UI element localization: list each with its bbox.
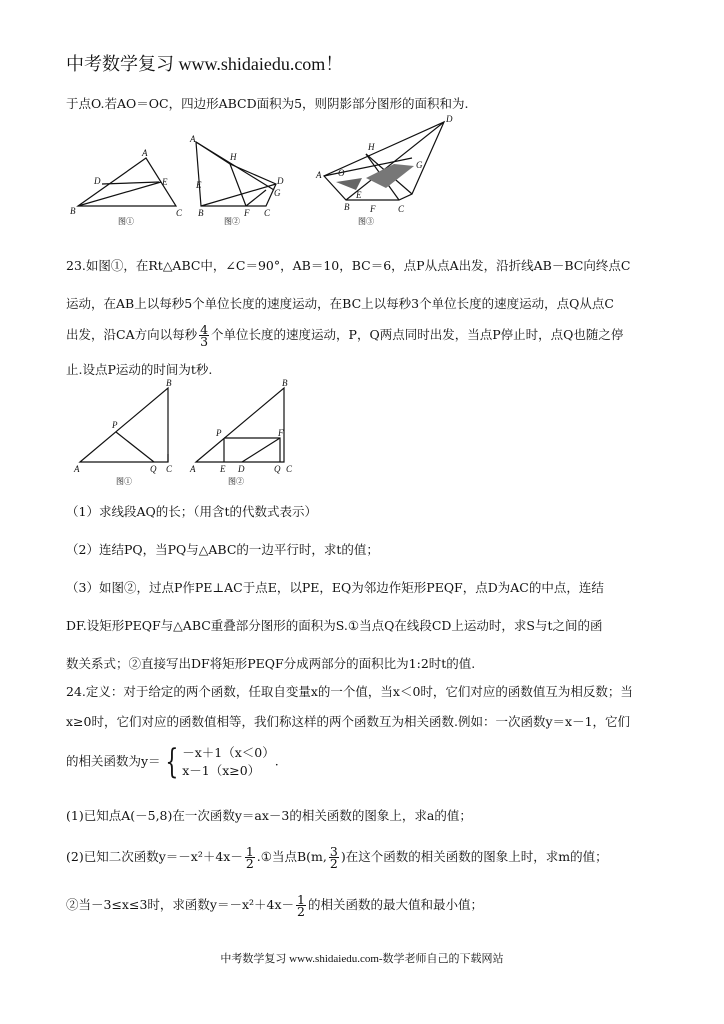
q23-part1: （1）求线段AQ的长；（用含t的代数式表示） <box>66 504 318 519</box>
q23-frac-den: 3 <box>200 334 209 349</box>
fig22-label: F <box>370 204 376 214</box>
q23-part3-a: （3）如图②，过点P作PE⊥AC于点E，以PE，EQ为邻边作矩形PEQF，点D为AC的中点，连结 <box>66 580 604 595</box>
q24-frac3-num: 1 <box>297 892 305 907</box>
q24-part2-second <box>66 894 483 917</box>
fig22-label: D <box>446 114 453 124</box>
fig23-label: F <box>278 428 284 438</box>
fig22-label: B <box>70 206 76 216</box>
q23-part3-c: 数关系式；②直接写出DF将矩形PEQF分成两部分的面积比为1:2时t的值. <box>66 656 476 671</box>
fig22-label: A <box>142 148 148 158</box>
fig23-label: D <box>238 464 245 474</box>
q24-line3-b: . <box>274 753 279 769</box>
q24-part2-a: (2)已知二次函数y＝－x²＋4x－ <box>66 849 243 864</box>
fig22-label: O <box>338 168 345 178</box>
q24-part2-paren: ) <box>340 849 346 864</box>
q23-fraction <box>199 324 209 347</box>
fig22-label: D <box>94 176 101 186</box>
fig22-label: C <box>176 208 183 218</box>
q22-tail-text: 于点O.若AO＝OC，四边形ABCD面积为5，则阴影部分图形的面积和为. <box>66 96 469 111</box>
q24-fraction-2 <box>329 846 339 869</box>
q24-part2-d-a: ②当－3≤x≤3时，求函数y＝－x²＋4x－ <box>66 897 295 912</box>
fig23-label: C <box>286 464 293 474</box>
fig22-caption: 图② <box>224 217 240 226</box>
fig22-label: B <box>344 202 350 212</box>
fig23-label: C <box>166 464 173 474</box>
fig22-label: E <box>196 180 202 190</box>
fig23-label: P <box>216 428 222 438</box>
fig22-caption: 图① <box>118 217 134 226</box>
fig23-label: E <box>220 464 226 474</box>
fig23-caption: 图② <box>228 477 244 486</box>
fig22-label: C <box>398 204 405 214</box>
fig22-label: B <box>198 208 204 218</box>
q24-part2-d-b: 的相关函数的最大值和最小值； <box>307 897 483 912</box>
q24-line3-a: 的相关函数为y＝ <box>66 753 161 769</box>
page-header: 中考数学复习 www.shidaiedu.com！ <box>66 54 344 74</box>
q23-line3-b: 个单位长度的速度运动，P，Q两点同时出发，当点P停止时，点Q也随之停 <box>211 327 624 342</box>
fig23-label: Q <box>274 464 281 474</box>
fig22-caption: 图③ <box>358 217 374 226</box>
q24-frac-den: 2 <box>245 856 254 871</box>
q24-part2-c: 在这个函数的相关函数的图象上时，求m的值； <box>345 849 608 864</box>
fig22-label: G <box>416 160 423 170</box>
q23-part2: （2）连结PQ，当PQ与△ABC的一边平行时，求t的值； <box>66 542 379 557</box>
q24-part1: (1)已知点A(－5,8)在一次函数y＝ax－3的相关函数的图象上，求a的值； <box>66 808 472 823</box>
fig22-label: G <box>274 188 281 198</box>
q23-line4: 止.设点P运动的时间为t秒. <box>66 362 213 377</box>
q24-frac3-den: 2 <box>297 904 305 919</box>
figure-22 <box>66 114 466 228</box>
q24-line3 <box>66 744 279 780</box>
q24-line1: 24.定义：对于给定的两个函数，任取自变量x的一个值，当x＜0时，它们对应的函数值互为相反数；当 <box>66 684 633 699</box>
q23-part3-b: DF.设矩形PEQF与△ABC重叠部分图形的面积为S.①当点Q在线段CD上运动时，求S与t之间的函 <box>66 618 603 633</box>
fig22-label: E <box>356 190 362 200</box>
fig22-label: D <box>277 176 284 186</box>
fig22-label: A <box>316 170 322 180</box>
fig22-label: E <box>162 177 168 187</box>
q23-line3 <box>66 324 623 347</box>
fig23-label: Q <box>150 464 157 474</box>
q24-fraction-3 <box>296 894 306 917</box>
q24-frac2-num: 3 <box>329 844 338 859</box>
q24-case2: x－1（x≥0） <box>182 763 261 778</box>
fig22-label: H <box>230 152 237 162</box>
page-footer: 中考数学复习 www.shidaiedu.com-数学老师自己的下载网站 <box>220 953 504 965</box>
fig22-label: H <box>368 142 375 152</box>
q24-frac-num: 1 <box>245 844 254 859</box>
fig22-label: A <box>190 134 196 144</box>
figure-23 <box>72 380 312 490</box>
q23-frac-num: 4 <box>200 322 209 337</box>
q23-line2: 运动，在AB上以每秒5个单位长度的速度运动，在BC上以每秒3个单位长度的速度运动，点Q从点C <box>66 296 614 311</box>
q23-line1: 23.如图①，在Rt△ABC中，∠C＝90°，AB＝10，BC＝6，点P从点A出发，沿折线AB－BC向终点C <box>66 258 631 273</box>
q24-fraction-1 <box>245 846 255 869</box>
q24-case1: －x＋1（x＜0） <box>182 745 275 760</box>
fig22-label: C <box>264 208 271 218</box>
q24-cases <box>182 744 275 780</box>
q24-frac2-den: 2 <box>329 856 338 871</box>
fig23-caption: 图① <box>116 477 132 486</box>
fig23-label: P <box>112 420 118 430</box>
q24-part2-b: .①当点B <box>256 849 307 864</box>
fig22-label: F <box>244 208 250 218</box>
fig23-label: A <box>190 464 196 474</box>
q23-line3-a: 出发，沿CA方向以每秒 <box>66 327 198 342</box>
q24-brace: { <box>164 742 178 782</box>
q24-line2: x≥0时，它们对应的函数值相等，我们称这样的两个函数互为相关函数.例如：一次函数y＝x－1，它们 <box>66 714 631 729</box>
fig23-label: B <box>166 378 172 388</box>
fig23-label: A <box>74 464 80 474</box>
q24-part2 <box>66 846 608 869</box>
q24-part2-m: (m, <box>306 849 327 864</box>
fig23-label: B <box>282 378 288 388</box>
